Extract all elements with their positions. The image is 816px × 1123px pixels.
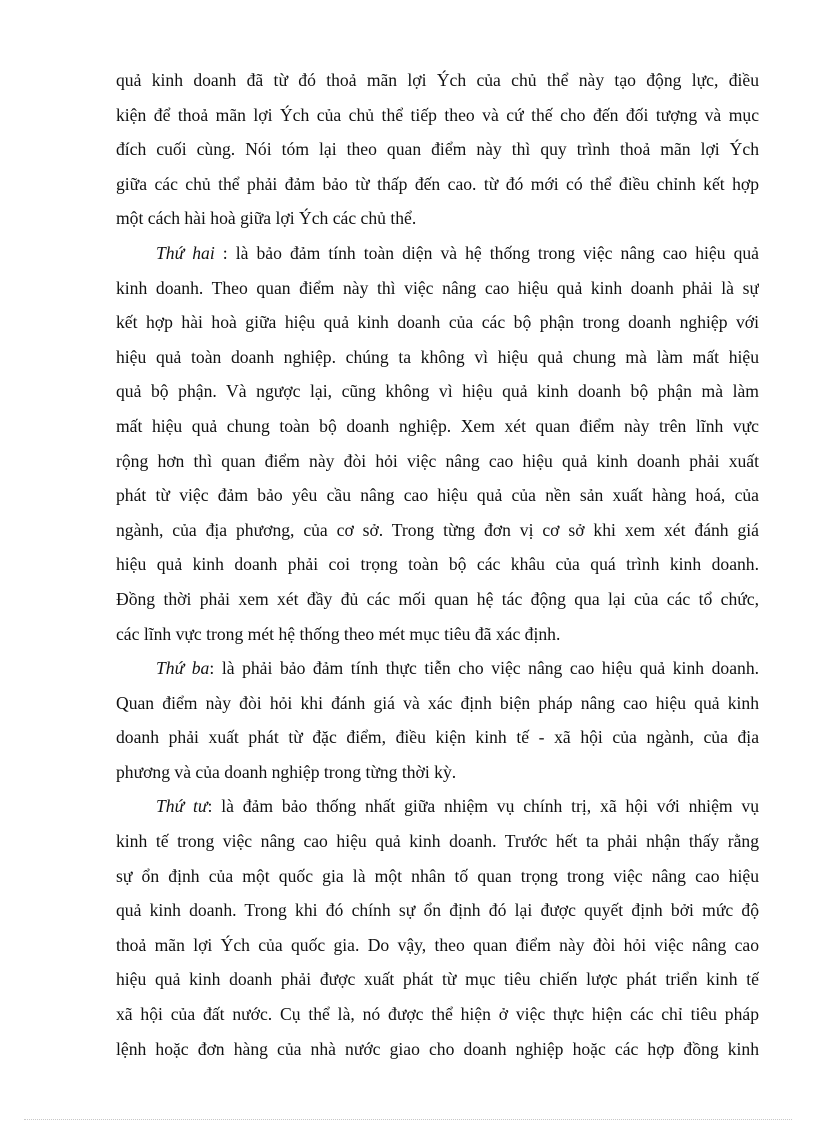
text-line: một cách hài hoà giữa lợi Ých các chủ thể. <box>116 208 417 229</box>
text-line: Đồng thời phải xem xét đầy đủ các mối quan hệ tác động qua lại của các tổ chức, <box>116 588 759 609</box>
text-line-lead <box>116 651 759 686</box>
text-line: quả bộ phận. Và ngược lại, cũng không vì hiệu quả kinh doanh bộ phận mà làm <box>116 381 759 402</box>
text-line-rest: : là phải bảo đảm tính thực tiễn cho việc nâng cao hiệu quả kinh doanh. <box>209 658 759 679</box>
text-line-rest: : là đảm bảo thống nhất giữa nhiệm vụ chính trị, xã hội với nhiệm vụ <box>207 796 759 817</box>
text-line-lead <box>116 236 759 271</box>
text-line: hiệu quả kinh doanh phải được xuất phát từ mục tiêu chiến lược phát triển kinh tế <box>116 969 759 990</box>
page-bottom-divider <box>24 1119 792 1120</box>
text-line: các lĩnh vực trong mét hệ thống theo mét mục tiêu đã xác định. <box>116 623 561 644</box>
text-line: ngành, của địa phương, của cơ sở. Trong từng đơn vị cơ sở khi xem xét đánh giá <box>116 519 759 540</box>
text-line: rộng hơn thì quan điểm này đòi hỏi việc nâng cao hiệu quả kinh doanh phải xuất <box>116 450 759 471</box>
text-line: doanh phải xuất phát từ đặc điểm, điều kiện kinh tế - xã hội của ngành, của địa <box>116 727 759 748</box>
text-line: hiệu quả toàn doanh nghiệp. chúng ta không vì hiệu quả chung mà làm mất hiệu <box>116 346 759 367</box>
paragraph-lead-thu-tu: Thứ tư <box>156 796 208 817</box>
paragraph-thu-hai <box>116 236 759 651</box>
paragraph-1 <box>116 63 759 236</box>
paragraph-lead-thu-hai: Thứ hai <box>156 242 215 263</box>
text-line: quả kinh doanh đã từ đó thoả mãn lợi Ých của chủ thể này tạo động lực, điều <box>116 70 759 90</box>
text-line: lệnh hoặc đơn hàng của nhà nước giao cho doanh nghiệp hoặc các hợp đồng kinh <box>116 1038 759 1059</box>
text-line: mất hiệu quả chung toàn bộ doanh nghiệp. Xem xét quan điểm này trên lĩnh vực <box>116 415 759 436</box>
text-line: kết hợp hài hoà giữa hiệu quả kinh doanh của các bộ phận trong doanh nghiệp với <box>116 312 759 333</box>
text-line: kinh tế trong việc nâng cao hiệu quả kinh doanh. Trước hết ta phải nhận thấy rằng <box>116 831 759 852</box>
paragraph-thu-tu <box>116 789 759 1066</box>
text-line: phát từ việc đảm bảo yêu cầu nâng cao hiệu quả của nền sản xuất hàng hoá, của <box>116 485 759 506</box>
text-line: phương và của doanh nghiệp trong từng thời kỳ. <box>116 761 457 782</box>
document-body <box>116 63 759 1066</box>
text-line: thoả mãn lợi Ých của quốc gia. Do vậy, theo quan điểm này đòi hỏi việc nâng cao <box>116 934 759 955</box>
text-line: xã hội của đất nước. Cụ thể là, nó được thể hiện ở việc thực hiện các chỉ tiêu pháp <box>116 1004 759 1025</box>
text-line: đích cuối cùng. Nói tóm lại theo quan điểm này thì quy trình thoả mãn lợi Ých <box>116 139 759 160</box>
text-line: sự ổn định của một quốc gia là một nhân tố quan trọng trong việc nâng cao hiệu <box>116 865 759 886</box>
text-line: quả kinh doanh. Trong khi đó chính sự ổn định đó lại được quyết định bởi mức độ <box>116 900 759 921</box>
text-line: hiệu quả kinh doanh phải coi trọng toàn bộ các khâu của quá trình kinh doanh. <box>116 554 759 575</box>
text-line: giữa các chủ thể phải đảm bảo từ thấp đến cao. từ đó mới có thể điều chỉnh kết hợp <box>116 173 759 194</box>
text-line-rest: : là bảo đảm tính toàn diện và hệ thống trong việc nâng cao hiệu quả <box>214 242 759 263</box>
text-line: kiện để thoả mãn lợi Ých của chủ thể tiếp theo và cứ thế cho đến đối tượng và mục <box>116 104 759 125</box>
text-line-lead <box>116 789 759 824</box>
paragraph-thu-ba <box>116 651 759 789</box>
text-line: Quan điểm này đòi hỏi khi đánh giá và xác định biện pháp nâng cao hiệu quả kinh <box>116 692 759 713</box>
paragraph-lead-thu-ba: Thứ ba <box>156 658 210 679</box>
text-line: kinh doanh. Theo quan điểm này thì việc nâng cao hiệu quả kinh doanh phải là sự <box>116 277 759 298</box>
